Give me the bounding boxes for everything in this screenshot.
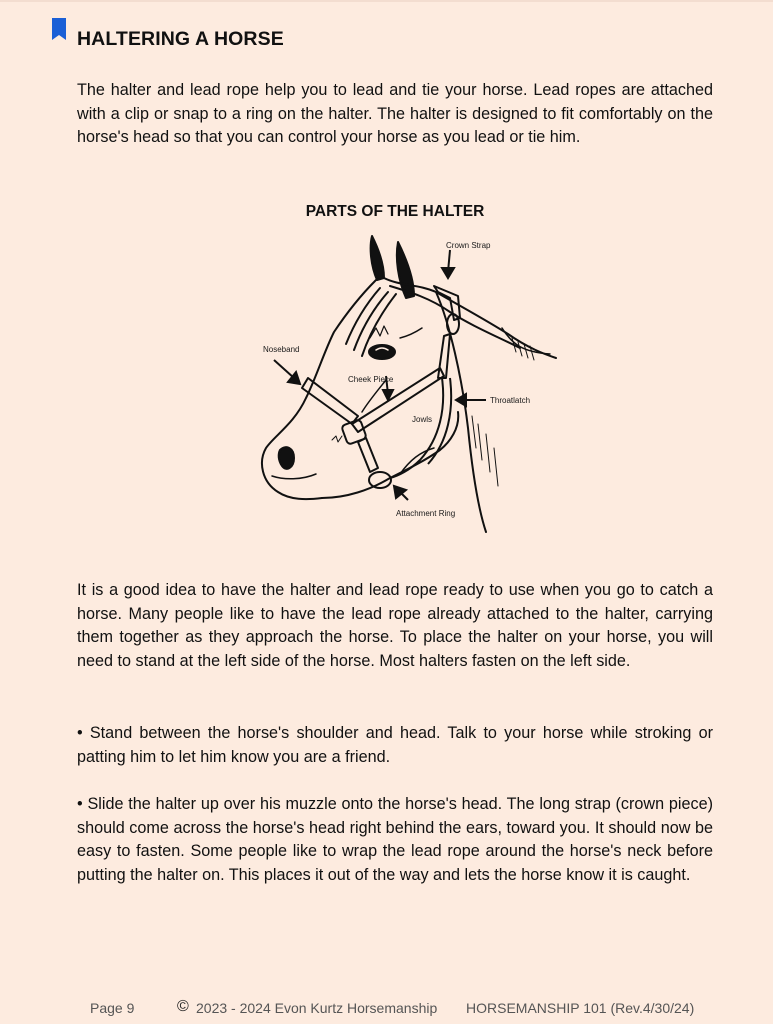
footer-page-number: Page 9 (90, 1000, 135, 1016)
intro-paragraph: The halter and lead rope help you to lead and tie your horse. Lead ropes are attached with a clip or snap to a ring on the halter. The halter is designed to fit comfortably on the horse's head so that you can control your horse as you lead or tie him. (77, 81, 713, 147)
label-noseband: Noseband (263, 345, 300, 354)
label-crown-strap: Crown Strap (446, 241, 491, 250)
figure-title: PARTS OF THE HALTER (305, 203, 485, 220)
label-jowls: Jowls (412, 415, 433, 424)
bullet-item: • Stand between the horse's shoulder and head. Talk to your horse while stroking or patting him to let him know you are a friend. (77, 724, 713, 766)
horse-head-drawing (262, 236, 556, 532)
page-title: HALTERING A HORSE (77, 28, 284, 50)
top-rule (0, 0, 773, 2)
label-cheek-piece: Cheek Piece (348, 375, 394, 384)
footer-document-title: HORSEMANSHIP 101 (Rev.4/30/24) (466, 1000, 695, 1016)
body-paragraph: It is a good idea to have the halter and lead rope ready to use when you go to catch a horse. Many people like to have the lead rope already attached to the halter, carrying them together as they approach the horse. To place the halter on your horse, you will need to stand at the left side of the horse. Most halters fasten on the left side. (77, 581, 713, 670)
bookmark-icon[interactable] (51, 17, 67, 41)
bullet-item: • Slide the halter up over his muzzle onto the horse's head. The long strap (crown piece) should come across the horse's head right behind the ears, toward you. It should now be easy to fasten. Some people like to wrap the lead rope around the horse's neck before putting the halter on. This places it out of the way and lets the horse know it is caught. (77, 795, 713, 884)
label-attachment-ring: Attachment Ring (396, 509, 456, 518)
label-throatlatch: Throatlatch (490, 396, 531, 405)
halter-diagram (250, 228, 570, 540)
copyright-icon: © (177, 998, 189, 1015)
footer-copyright: 2023 - 2024 Evon Kurtz Horsemanship (196, 1000, 438, 1016)
